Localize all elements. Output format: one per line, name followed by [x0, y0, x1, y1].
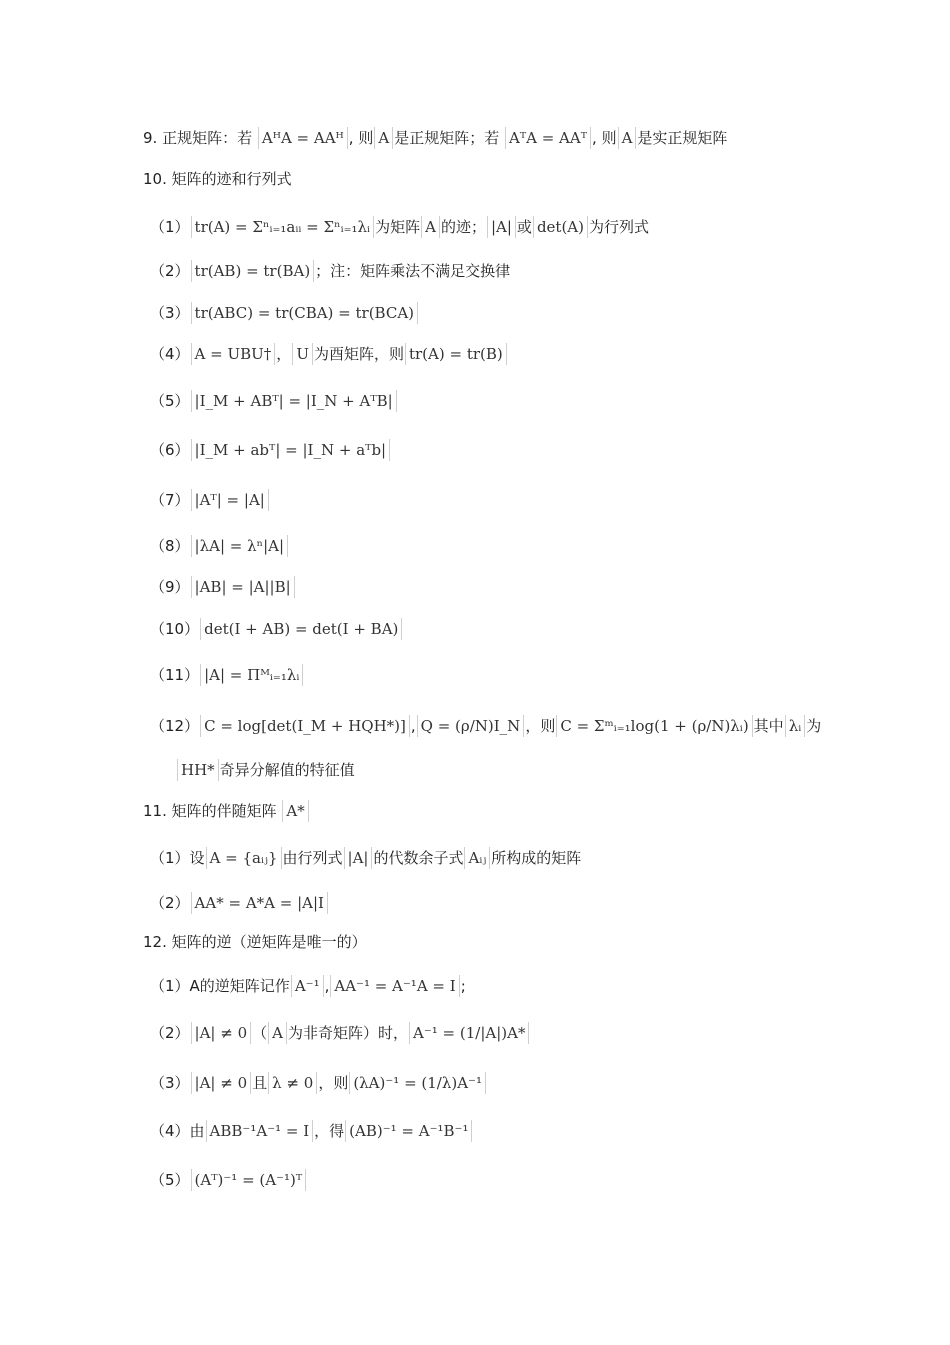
formula: A = {aᵢⱼ} [206, 847, 282, 869]
formula: AA⁻¹ = A⁻¹A = I [330, 975, 459, 997]
section-11-item-2 [150, 892, 329, 914]
formula-a: A [374, 127, 393, 149]
section-10-item-12-cont [176, 759, 355, 781]
formula-u: U [292, 343, 313, 365]
section-12-item-5 [150, 1169, 307, 1191]
text: 的迹； [440, 218, 486, 236]
text: , [410, 717, 416, 735]
formula: A⁻¹ = (1/|A|)A* [409, 1022, 529, 1044]
text: , 则 [348, 129, 374, 147]
formula: |λA| = λⁿ|A| [191, 535, 289, 557]
text: 是实正规矩阵 [637, 129, 728, 147]
formula: Aᵢⱼ [464, 847, 490, 869]
formula: (Aᵀ)⁻¹ = (A⁻¹)ᵀ [191, 1169, 307, 1191]
formula: ABB⁻¹A⁻¹ = I [206, 1120, 314, 1142]
text: 为矩阵 [375, 218, 421, 236]
section-10-item-8 [150, 535, 289, 557]
text: , 则 [592, 129, 617, 147]
formula-a: A [268, 1022, 287, 1044]
text: ，则 [525, 717, 556, 735]
item-label: （8） [150, 537, 190, 555]
text: ；注：矩阵乘法不满足交换律 [315, 262, 511, 280]
text: ，得 [314, 1122, 345, 1140]
section-9-prefix: 9. 正规矩阵：若 [143, 129, 253, 147]
text: 是正规矩阵；若 [394, 129, 500, 147]
text: 为 [806, 717, 822, 735]
item-label: （3） [150, 1074, 190, 1092]
text: 由行列式 [282, 849, 343, 867]
item-label: （3） [150, 304, 190, 322]
section-9-line [143, 127, 727, 149]
item-label: （4） [150, 345, 190, 363]
section-10-title: 10. 矩阵的迹和行列式 [143, 170, 292, 188]
text: ; [460, 977, 466, 995]
formula: tr(ABC) = tr(CBA) = tr(BCA) [191, 302, 418, 324]
formula-a: A [618, 127, 637, 149]
item-label: （2） [150, 1024, 190, 1042]
text: ，则 [318, 1074, 349, 1092]
formula-a: A [421, 216, 440, 238]
item-label: （12） [150, 717, 200, 735]
formula: AA* = A*A = |A|I [191, 892, 328, 914]
formula: A⁻¹ [291, 975, 324, 997]
formula: |I_M + ABᵀ| = |I_N + AᵀB| [191, 390, 397, 412]
text: 为非奇矩阵）时， [288, 1024, 409, 1042]
text: 为行列式 [588, 218, 649, 236]
formula: |Aᵀ| = |A| [191, 489, 269, 511]
section-11-title: 11. 矩阵的伴随矩阵 [143, 802, 277, 820]
formula: |A| ≠ 0 [191, 1072, 252, 1094]
formula-normal-complex: AᴴA = AAᴴ [258, 127, 348, 149]
item-label: （1） [150, 218, 190, 236]
item-label: （2） [150, 262, 190, 280]
formula-q: Q = (ρ/N)I_N [417, 715, 525, 737]
item-label: （4）由 [150, 1122, 205, 1140]
section-12-item-3 [150, 1072, 487, 1094]
item-label: （1）设 [150, 849, 205, 867]
formula-lambda: λᵢ [785, 715, 806, 737]
formula-trace: tr(A) = Σⁿᵢ₌₁aᵢᵢ = Σⁿᵢ₌₁λᵢ [191, 216, 375, 238]
formula-normal-real: AᵀA = AAᵀ [505, 127, 591, 149]
item-label: （1）A的逆矩阵记作 [150, 977, 290, 995]
formula: (AB)⁻¹ = A⁻¹B⁻¹ [345, 1120, 472, 1142]
section-10-item-9 [150, 576, 296, 598]
item-label: （7） [150, 491, 190, 509]
formula: tr(AB) = tr(BA) [191, 260, 315, 282]
section-10-item-5 [150, 390, 398, 412]
formula-det: det(A) [533, 216, 588, 238]
text: 奇异分解值的特征值 [219, 761, 355, 779]
formula: |AB| = |A||B| [191, 576, 295, 598]
formula-capacity-sum: C = Σᵐᵢ₌₁log(1 + (ρ/N)λᵢ) [556, 715, 752, 737]
section-10-item-12 [150, 715, 821, 737]
formula: det(I + AB) = det(I + BA) [200, 618, 402, 640]
text: 或 [516, 218, 532, 236]
section-12-title: 12. 矩阵的逆（逆矩阵是唯一的） [143, 933, 367, 951]
text: 且 [252, 1074, 268, 1092]
section-12-item-2 [150, 1022, 530, 1044]
section-10-item-1 [150, 216, 649, 238]
section-12-item-4 [150, 1120, 473, 1142]
text: 其中 [753, 717, 784, 735]
section-10-item-6 [150, 439, 391, 461]
section-10-item-3 [150, 302, 419, 324]
formula: |A| [344, 847, 373, 869]
formula: tr(A) = tr(B) [405, 343, 507, 365]
formula-adjugate: A* [282, 800, 308, 822]
formula: λ ≠ 0 [268, 1072, 317, 1094]
formula: A = UBU† [191, 343, 276, 365]
formula: (λA)⁻¹ = (1/λ)A⁻¹ [349, 1072, 486, 1094]
text: , [324, 977, 330, 995]
text: 为酉矩阵，则 [313, 345, 404, 363]
item-label: （11） [150, 666, 200, 684]
item-label: （5） [150, 1171, 190, 1189]
formula: |I_M + abᵀ| = |I_N + aᵀb| [191, 439, 391, 461]
formula: |A| = Πᴹᵢ₌₁λᵢ [200, 664, 303, 686]
formula-det-abs: |A| [487, 216, 516, 238]
item-label: （6） [150, 441, 190, 459]
section-10-item-10 [150, 618, 403, 640]
section-10-item-4 [150, 343, 508, 365]
text: ， [276, 345, 292, 363]
section-10-item-2 [150, 260, 510, 282]
section-11-line [143, 800, 310, 822]
section-12-item-1 [150, 975, 466, 997]
section-11-item-1 [150, 847, 581, 869]
section-10-item-7 [150, 489, 270, 511]
section-10-item-11 [150, 664, 304, 686]
item-label: （2） [150, 894, 190, 912]
item-label: （9） [150, 578, 190, 596]
item-label: （10） [150, 620, 200, 638]
formula-capacity: C = log[det(I_M + HQH*)] [200, 715, 410, 737]
text: （ [252, 1024, 268, 1042]
formula: |A| ≠ 0 [191, 1022, 252, 1044]
item-label: （5） [150, 392, 190, 410]
text: 的代数余子式 [373, 849, 464, 867]
formula-hh: HH* [177, 759, 219, 781]
text: 所构成的矩阵 [491, 849, 582, 867]
